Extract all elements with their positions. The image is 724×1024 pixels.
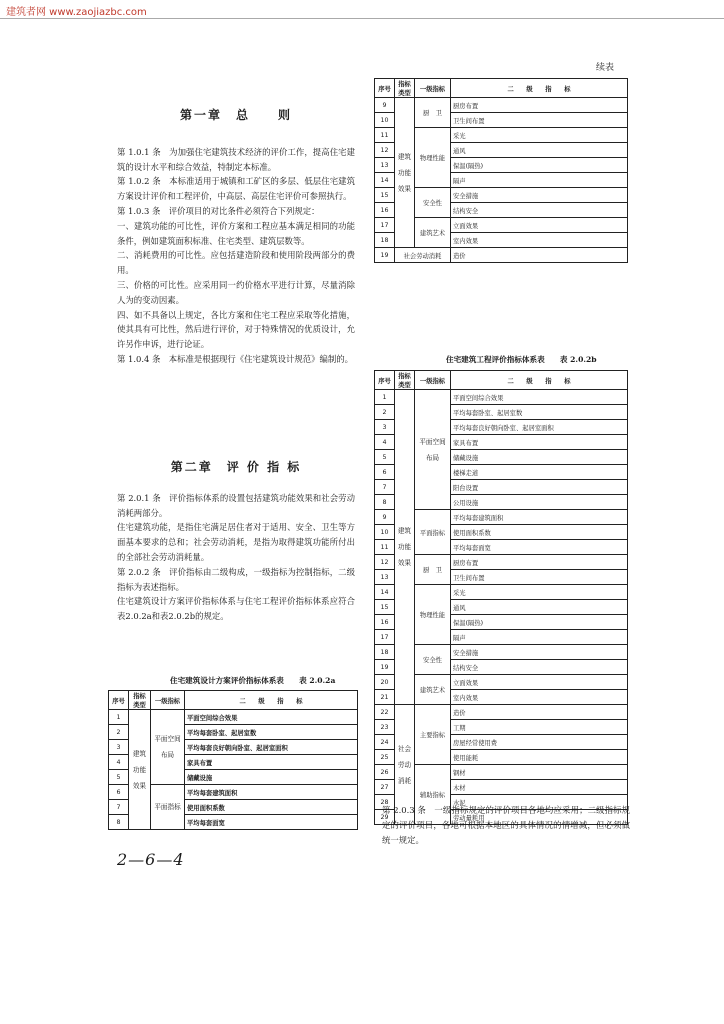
level2-item: 通风 [451, 600, 628, 615]
level1-cell: 建筑艺术 [415, 218, 451, 248]
row-no: 6 [375, 465, 395, 480]
level2-item: 保温(隔热) [451, 615, 628, 630]
level1-cell: 厨 卫 [415, 98, 451, 128]
level1-cell: 安全性 [415, 188, 451, 218]
header-no: 序号 [375, 79, 395, 98]
level2-item: 结构安全 [451, 203, 628, 218]
row-no: 10 [375, 525, 395, 540]
table-a-caption: 住宅建筑设计方案评价指标体系表 表 2.0.2a [170, 676, 336, 685]
header-level1: 一级指标 [415, 371, 451, 390]
row-no: 27 [375, 780, 395, 795]
row-no: 16 [375, 615, 395, 630]
level1-cell: 辅助指标 [415, 765, 451, 825]
level2-item: 平均每套建筑面积 [451, 510, 628, 525]
row-no: 26 [375, 765, 395, 780]
clause-1-0-3-item-4: 四、如不具备以上规定，各比方案和住宅工程应采取等化措施，使其具有可比性，然后进行评价，对于特殊情况的优质设计，允许另作申诉，进行论证。 [117, 309, 355, 350]
level2-item: 采光 [451, 128, 628, 143]
row-no: 9 [375, 98, 395, 113]
row-no: 8 [375, 495, 395, 510]
clause-1-0-4: 第 1.0.4 条 本标准是根据现行《住宅建筑设计规范》编制的。 [117, 353, 354, 364]
level2-item: 工期 [451, 720, 628, 735]
header-level1: 一级指标 [151, 691, 185, 710]
row-no: 25 [375, 750, 395, 765]
chapter-1-title: 第一章 总 则 [179, 108, 292, 122]
clause-2-0-3: 第 2.0.3 条 一级指标规定的评价项目各地均应采用；二级指标规定的评价项目，各地可根据本地区的具体情况的情增减，但必须做统一规定。 [382, 805, 630, 845]
level2-item: 水泥 [451, 795, 628, 810]
level2-item: 隔声 [451, 630, 628, 645]
level2-item: 通风 [451, 143, 628, 158]
header-no: 序号 [375, 371, 395, 390]
header-level2: 二 级 指 标 [451, 371, 628, 390]
level2-item: 劳动量耗用 [451, 810, 628, 825]
page-number: 2—6—4 [117, 850, 185, 869]
clause-2-0-2: 第 2.0.2 条 评价指标由二级构成，一级指标为控制指标，二级指标为表述指标。 [117, 566, 355, 592]
level2-item: 厨房布置 [451, 555, 628, 570]
row-no: 11 [375, 128, 395, 143]
row-no: 22 [375, 705, 395, 720]
level2-item: 房屋经常使用费 [451, 735, 628, 750]
row-no: 7 [109, 800, 129, 815]
row-no: 19 [375, 248, 395, 263]
row-no: 12 [375, 555, 395, 570]
clause-2-0-1: 第 2.0.1 条 评价指标体系的设置包括建筑功能效果和社会劳动消耗两部分。 [117, 492, 355, 518]
level2-item: 平面空间综合效果 [451, 390, 628, 405]
level2-item: 平均每套面宽 [185, 815, 358, 830]
level2-item: 厨房布置 [451, 98, 628, 113]
row-no: 7 [375, 480, 395, 495]
level2-item: 公用设施 [451, 495, 628, 510]
clause-1-0-3-item-3: 三、价格的可比性。应采用同一约价格水平进行计算，尽量消除人为的变动因素。 [117, 279, 355, 305]
header-level2: 二 级 指 标 [185, 691, 358, 710]
level1-cell: 平面指标 [415, 510, 451, 555]
clause-1-0-2: 第 1.0.2 条 本标准适用于城镇和工矿区的多层、低层住宅建筑方案设计评价和工程评价，中高层、高层住宅评价可参照执行。 [117, 176, 355, 202]
row-no: 24 [375, 735, 395, 750]
row-no: 13 [375, 158, 395, 173]
row-no: 14 [375, 173, 395, 188]
chapter-2-title: 第二章 评 价 指 标 [170, 460, 302, 474]
row-no: 23 [375, 720, 395, 735]
row-no: 13 [375, 570, 395, 585]
row-no: 18 [375, 233, 395, 248]
row-no: 1 [109, 710, 129, 725]
type-cell: 建筑功能效果 [395, 390, 415, 705]
row-no: 1 [375, 390, 395, 405]
level2-item: 结构安全 [451, 660, 628, 675]
level2-item: 储藏设施 [185, 770, 358, 785]
row-no: 11 [375, 540, 395, 555]
level2-item: 隔声 [451, 173, 628, 188]
level1-cell: 平面空间布局 [415, 390, 451, 510]
header-rule [0, 18, 724, 19]
level1-cell: 物理性能 [415, 128, 451, 188]
clause-1-0-1: 第 1.0.1 条 为加强住宅建筑技术经济的评价工作，提高住宅建筑的设计水平和综合效益，特制定本标准。 [117, 146, 355, 172]
level2-item: 室内效果 [451, 233, 628, 248]
row-no: 21 [375, 690, 395, 705]
row-no: 9 [375, 510, 395, 525]
level1-cell: 主要指标 [415, 705, 451, 765]
header-level1: 一级指标 [415, 79, 451, 98]
row-no: 6 [109, 785, 129, 800]
level2-item: 钢材 [451, 765, 628, 780]
row-no: 15 [375, 188, 395, 203]
level2-item: 平面空间综合效果 [185, 710, 358, 725]
header-type: 指标类型 [129, 691, 151, 710]
row-no: 4 [109, 755, 129, 770]
row-no: 3 [375, 420, 395, 435]
level2-item: 阳台设置 [451, 480, 628, 495]
type-cell: 建筑功能效果 [129, 710, 151, 830]
level2-item: 保温(隔热) [451, 158, 628, 173]
type-cell: 建筑功能效果 [395, 98, 415, 248]
row-no: 5 [375, 450, 395, 465]
level2-item: 家具布置 [185, 755, 358, 770]
level2-item: 使用面积系数 [185, 800, 358, 815]
row-no: 28 [375, 795, 395, 810]
level2-item: 造价 [451, 705, 628, 720]
table-2-0-2b [374, 370, 628, 825]
chapter-1 [117, 108, 355, 367]
row-no: 17 [375, 218, 395, 233]
type-cell: 社会劳动消耗 [395, 705, 415, 825]
level2-item: 卫生间布置 [451, 570, 628, 585]
level1-cell: 平面指标 [151, 785, 185, 830]
level2-item: 家具布置 [451, 435, 628, 450]
row-no: 16 [375, 203, 395, 218]
level1-cell: 物理性能 [415, 585, 451, 645]
row-no: 15 [375, 600, 395, 615]
level2-item: 立面效果 [451, 675, 628, 690]
level2-item: 储藏设施 [451, 450, 628, 465]
level2-item: 使用面积系数 [451, 525, 628, 540]
clause-2-0-3-block [382, 803, 630, 847]
row-no: 14 [375, 585, 395, 600]
row-no: 3 [109, 740, 129, 755]
level2-item: 使用能耗 [451, 750, 628, 765]
row-no: 8 [109, 815, 129, 830]
row-no: 4 [375, 435, 395, 450]
header-no: 序号 [109, 691, 129, 710]
level2-item: 安全措施 [451, 188, 628, 203]
level2-item: 平均每套建筑面积 [185, 785, 358, 800]
level2-item: 造价 [451, 248, 628, 263]
table-b-caption: 住宅建筑工程评价指标体系表 表 2.0.2b [446, 355, 597, 364]
level2-item: 安全措施 [451, 645, 628, 660]
header-level2: 二 级 指 标 [451, 79, 628, 98]
header-type: 指标类型 [395, 371, 415, 390]
row-no: 29 [375, 810, 395, 825]
level1-cell: 平面空间布局 [151, 710, 185, 785]
level2-item: 室内效果 [451, 690, 628, 705]
level2-item: 采光 [451, 585, 628, 600]
level2-item: 平均每套良好朝向卧室、起居室面积 [185, 740, 358, 755]
level1-cell: 厨 卫 [415, 555, 451, 585]
header-type: 指标类型 [395, 79, 415, 98]
row-no: 10 [375, 113, 395, 128]
level2-item: 平均每套卧室、起居室数 [185, 725, 358, 740]
watermark: 建筑者网 www.zaojiazbc.com [6, 7, 147, 18]
clause-1-0-3-item-1: 一、建筑功能的可比性，评价方案和工程应基本满足相同的功能条件，例如建筑面积标准、住宅类型、建筑层数等。 [117, 220, 355, 246]
level1-cell: 安全性 [415, 645, 451, 675]
row-no: 17 [375, 630, 395, 645]
level2-item: 平均每套卧室、起居室数 [451, 405, 628, 420]
clause-1-0-3-item-2: 二、消耗费用的可比性。应包括建造阶段和使用阶段两部分的费用。 [117, 250, 355, 276]
row-no: 18 [375, 645, 395, 660]
level2-item: 平均每套面宽 [451, 540, 628, 555]
row-no: 5 [109, 770, 129, 785]
continued-label: 续表 [596, 63, 615, 73]
row-no: 12 [375, 143, 395, 158]
level1-cell: 建筑艺术 [415, 675, 451, 705]
row-no: 2 [109, 725, 129, 740]
level2-item: 卫生间布置 [451, 113, 628, 128]
level2-item: 木材 [451, 780, 628, 795]
clause-2-0-1-def: 住宅建筑功能，是指住宅满足居住者对于适用、安全、卫生等方面基本要求的总和；社会劳动消耗，是指为取得建筑功能所付出的全部社会劳动消耗量。 [117, 522, 355, 562]
level2-item: 立面效果 [451, 218, 628, 233]
row-no: 19 [375, 660, 395, 675]
clause-1-0-3: 第 1.0.3 条 评价项目的对比条件必须符合下列规定： [117, 205, 320, 216]
table-2-0-2a [108, 690, 358, 830]
chapter-2 [117, 460, 355, 624]
level2-item: 楼梯走道 [451, 465, 628, 480]
row-no: 2 [375, 405, 395, 420]
clause-2-0-2-ref: 住宅建筑设计方案评价指标体系与住宅工程评价指标体系应符合表2.0.2a和表2.0.2b的规定。 [117, 596, 355, 622]
level1-cell: 社会劳动消耗 [395, 248, 451, 263]
table-2-0-2a-continued [374, 78, 628, 263]
level2-item: 平均每套良好朝向卧室、起居室面积 [451, 420, 628, 435]
row-no: 20 [375, 675, 395, 690]
